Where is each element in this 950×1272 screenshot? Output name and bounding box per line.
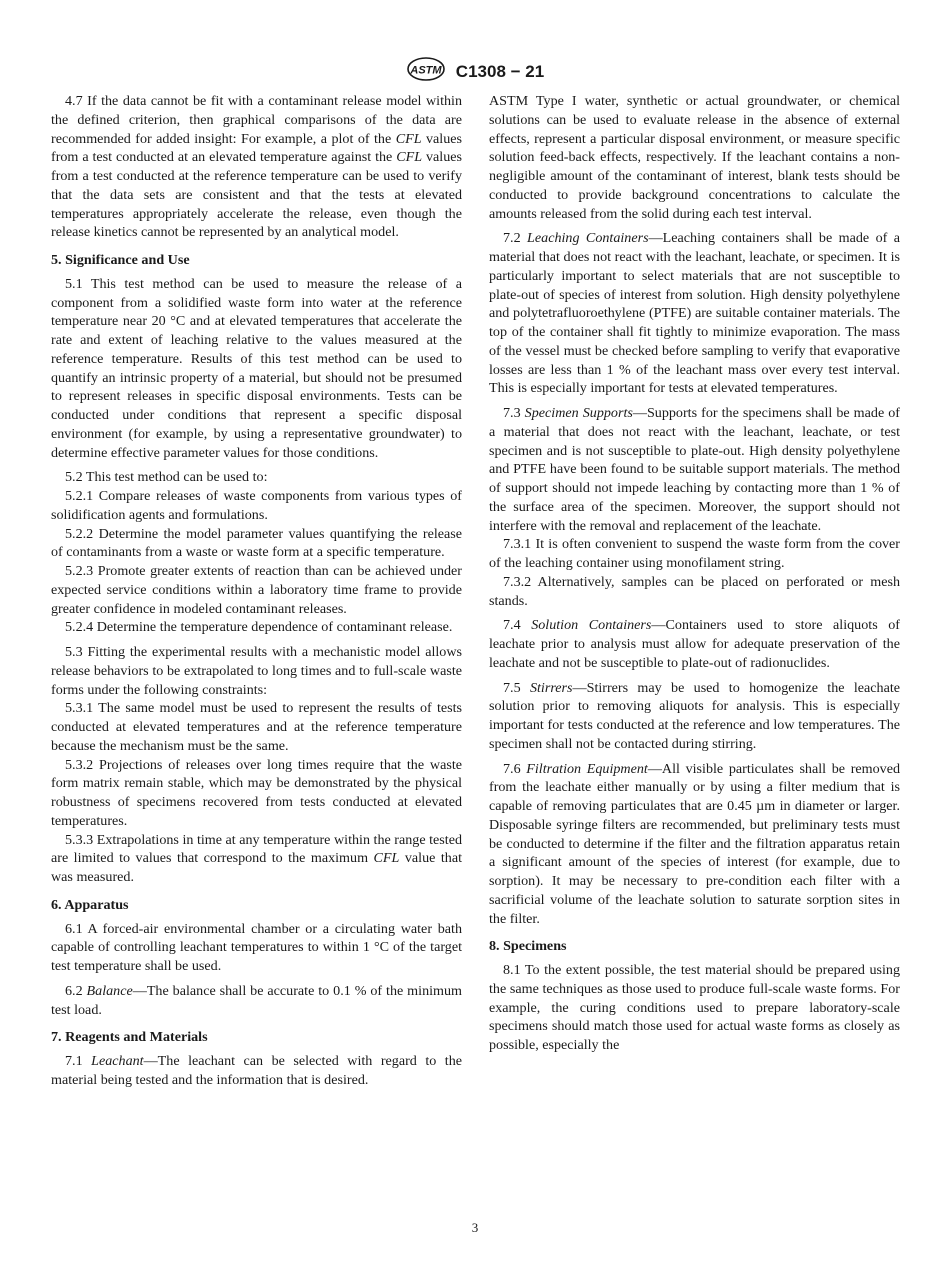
paragraph-5-3-1: 5.3.1 The same model must be used to represent the results of tests conducted at elevated temperatures and at the reference temperature because the mechanism must be the same.: [51, 700, 462, 754]
paragraph-5-2-3: 5.2.3 Promote greater extents of reaction than can be achieved under expected service conditions within a laboratory time frame to provide greater confidence in modeled contaminant releases.: [51, 563, 462, 617]
paragraph-5-2: 5.2 This test method can be used to:: [65, 469, 268, 486]
astm-logo-icon: [406, 56, 446, 87]
paragraph-5-3-3: 5.3.3 Extrapolations in time at any temperature within the range tested are limited to values that correspond to the maximum CFL value that was measured.: [51, 831, 462, 885]
paragraph-7-4: 7.4 Solution Containers—Containers used to store aliquots of leachate prior to analysis must allow for adequate preservation of the leachate and not be susceptible to plate-out of radionuclides.: [489, 617, 900, 671]
standard-designation: C1308 − 21: [455, 61, 545, 81]
paragraph-5-3-2: 5.3.2 Projections of releases over long times require that the waste form matrix remain stable, which may be demonstrated by the physical robustness of specimens recovered from tests conducted at elevated temperatures.: [51, 756, 462, 829]
paragraph-7-5: 7.5 Stirrers—Stirrers may be used to homogenize the leachate solution prior to removing aliquots for analysis. This is especially important for tests conducted at the reference and low temperatures. The specimen shall not be contacted during stirring.: [489, 679, 900, 752]
paragraph-8-1: 8.1 To the extent possible, the test material should be prepared using the same techniques as those used to produce full-scale waste forms. For example, the curing conditions used to prepare laboratory-scale specimens should match those used for actual waste forms as closely as possible, especially the: [489, 962, 900, 1053]
paragraph-5-2-1: 5.2.1 Compare releases of waste components from various types of solidification agents and formulations.: [51, 488, 462, 523]
paragraph-7-3-2: 7.3.2 Alternatively, samples can be placed on perforated or mesh stands.: [489, 573, 900, 609]
right-column: [489, 92, 900, 1055]
left-column: [51, 92, 462, 1090]
paragraph-7-3: 7.3 Specimen Supports—Supports for the specimens shall be made of a material that does not react with the leachant, leachate, or test specimen and is not susceptible to plate-out. High density polyethylene and PTFE have been found to be suitable support materials. The method of support should not impede leaching by contacting more than 1 % of the surface area of the specimen. Moreover, the support should not interfere with the removal and replacement of the leachate.: [489, 405, 900, 534]
paragraph-5-2-4: 5.2.4 Determine the temperature dependence of contaminant release.: [65, 619, 453, 636]
paragraph-5-1: 5.1 This test method can be used to measure the release of a component from a solidified waste form into water at the reference temperature near 20 °C and at elevated temperatures that accelerate the rate and extent of leaching relative to the values measured at the reference temperature. Results of this test method can be used to quantify an intrinsic property of a material, but should not be presumed to represent releases in specific disposal environments. Tests can be conducted under conditions that represent a specific disposal environment (for example, by using a representative groundwater) to determine effective parameter values for those conditions.: [51, 275, 462, 461]
paragraph-7-6: 7.6 Filtration Equipment—All visible particulates shall be removed from the leachate either manually or by using a filter medium that is capable of removing particulates that are 0.45 µm in diameter or larger. Disposable syringe filters are recommended, but preliminary tests must be conducted to determine if the filter and the filtration apparatus retain a significant amount of the species of interest (for example, due to sorption). It may be necessary to pre-condition each filter with a sacrificial volume of the leachate solution to saturate sorption sites in the filter.: [489, 760, 900, 927]
svg-text:ASTM: ASTM: [410, 64, 442, 77]
paragraph-7-3-1: 7.3.1 It is often convenient to suspend the waste form from the cover of the leaching container using monofilament string.: [489, 536, 900, 571]
paragraph-6-1: 6.1 A forced-air environmental chamber or a circulating water bath capable of controlling leachant temperatures to within 1 °C of the target test temperature shall be used.: [51, 920, 462, 974]
page-number: 3: [471, 1220, 479, 1235]
paragraph-4-7: 4.7 If the data cannot be fit with a contaminant release model within the defined criterion, then graphical comparisons of the data are recommended for added insight: For example, a plot of the CFL values from a test conducted at an elevated temperature against the CFL values from a test conducted at the reference temperature can be used to verify that the data sets are consistent and that the tests at elevated temperatures appropriately accelerate the release, even though the release kinetics cannot be represented by an analytical model.: [51, 93, 463, 241]
section-heading-8: 8. Specimens: [489, 938, 567, 955]
section-heading-6: 6. Apparatus: [51, 896, 129, 913]
paragraph-6-2: 6.2 Balance—The balance shall be accurate to 0.1 % of the minimum test load.: [51, 982, 462, 1018]
paragraph-7-2: 7.2 Leaching Containers—Leaching containers shall be made of a material that does not react with the leachant, leachate, or specimen. It is particularly important to select materials that are not susceptible to plate-out of species of interest from solution. High density polyethylene and polytetrafluoroethylene (PTFE) are suitable container materials. The top of the container shall fit tightly to minimize evaporation. The mass of the vessel must be checked before sampling to verify that evaporative losses are less than 1 % of the leachant mass over every test interval. This is especially important for tests at elevated temperatures.: [489, 230, 901, 397]
page-header: [0, 56, 950, 87]
paragraph-5-3: 5.3 Fitting the experimental results with a mechanistic model allows release behaviors to be extrapolated to long times and to full-scale waste forms under the following constraints:: [51, 644, 462, 698]
paragraph-5-2-2: 5.2.2 Determine the model parameter values quantifying the release of contaminants from a waste or waste form at a specific temperature.: [51, 525, 462, 561]
section-heading-7: 7. Reagents and Materials: [51, 1029, 208, 1046]
paragraph-7-1: 7.1 Leachant—The leachant can be selected with regard to the material being tested and the information that is desired.: [51, 1053, 462, 1088]
paragraph-7-1-continued: ASTM Type I water, synthetic or actual groundwater, or chemical solutions can be used to evaluate release in the absence of external effects, represent a particular disposal environment, or measure specific solution feed-back effects, respectively. If the leachant contains a non-negligible amount of the contaminant of interest, blank tests should be conducted to provide background concentrations to calculate the amounts released from the solid during each test interval.: [489, 93, 900, 222]
section-heading-5: 5. Significance and Use: [51, 252, 190, 268]
